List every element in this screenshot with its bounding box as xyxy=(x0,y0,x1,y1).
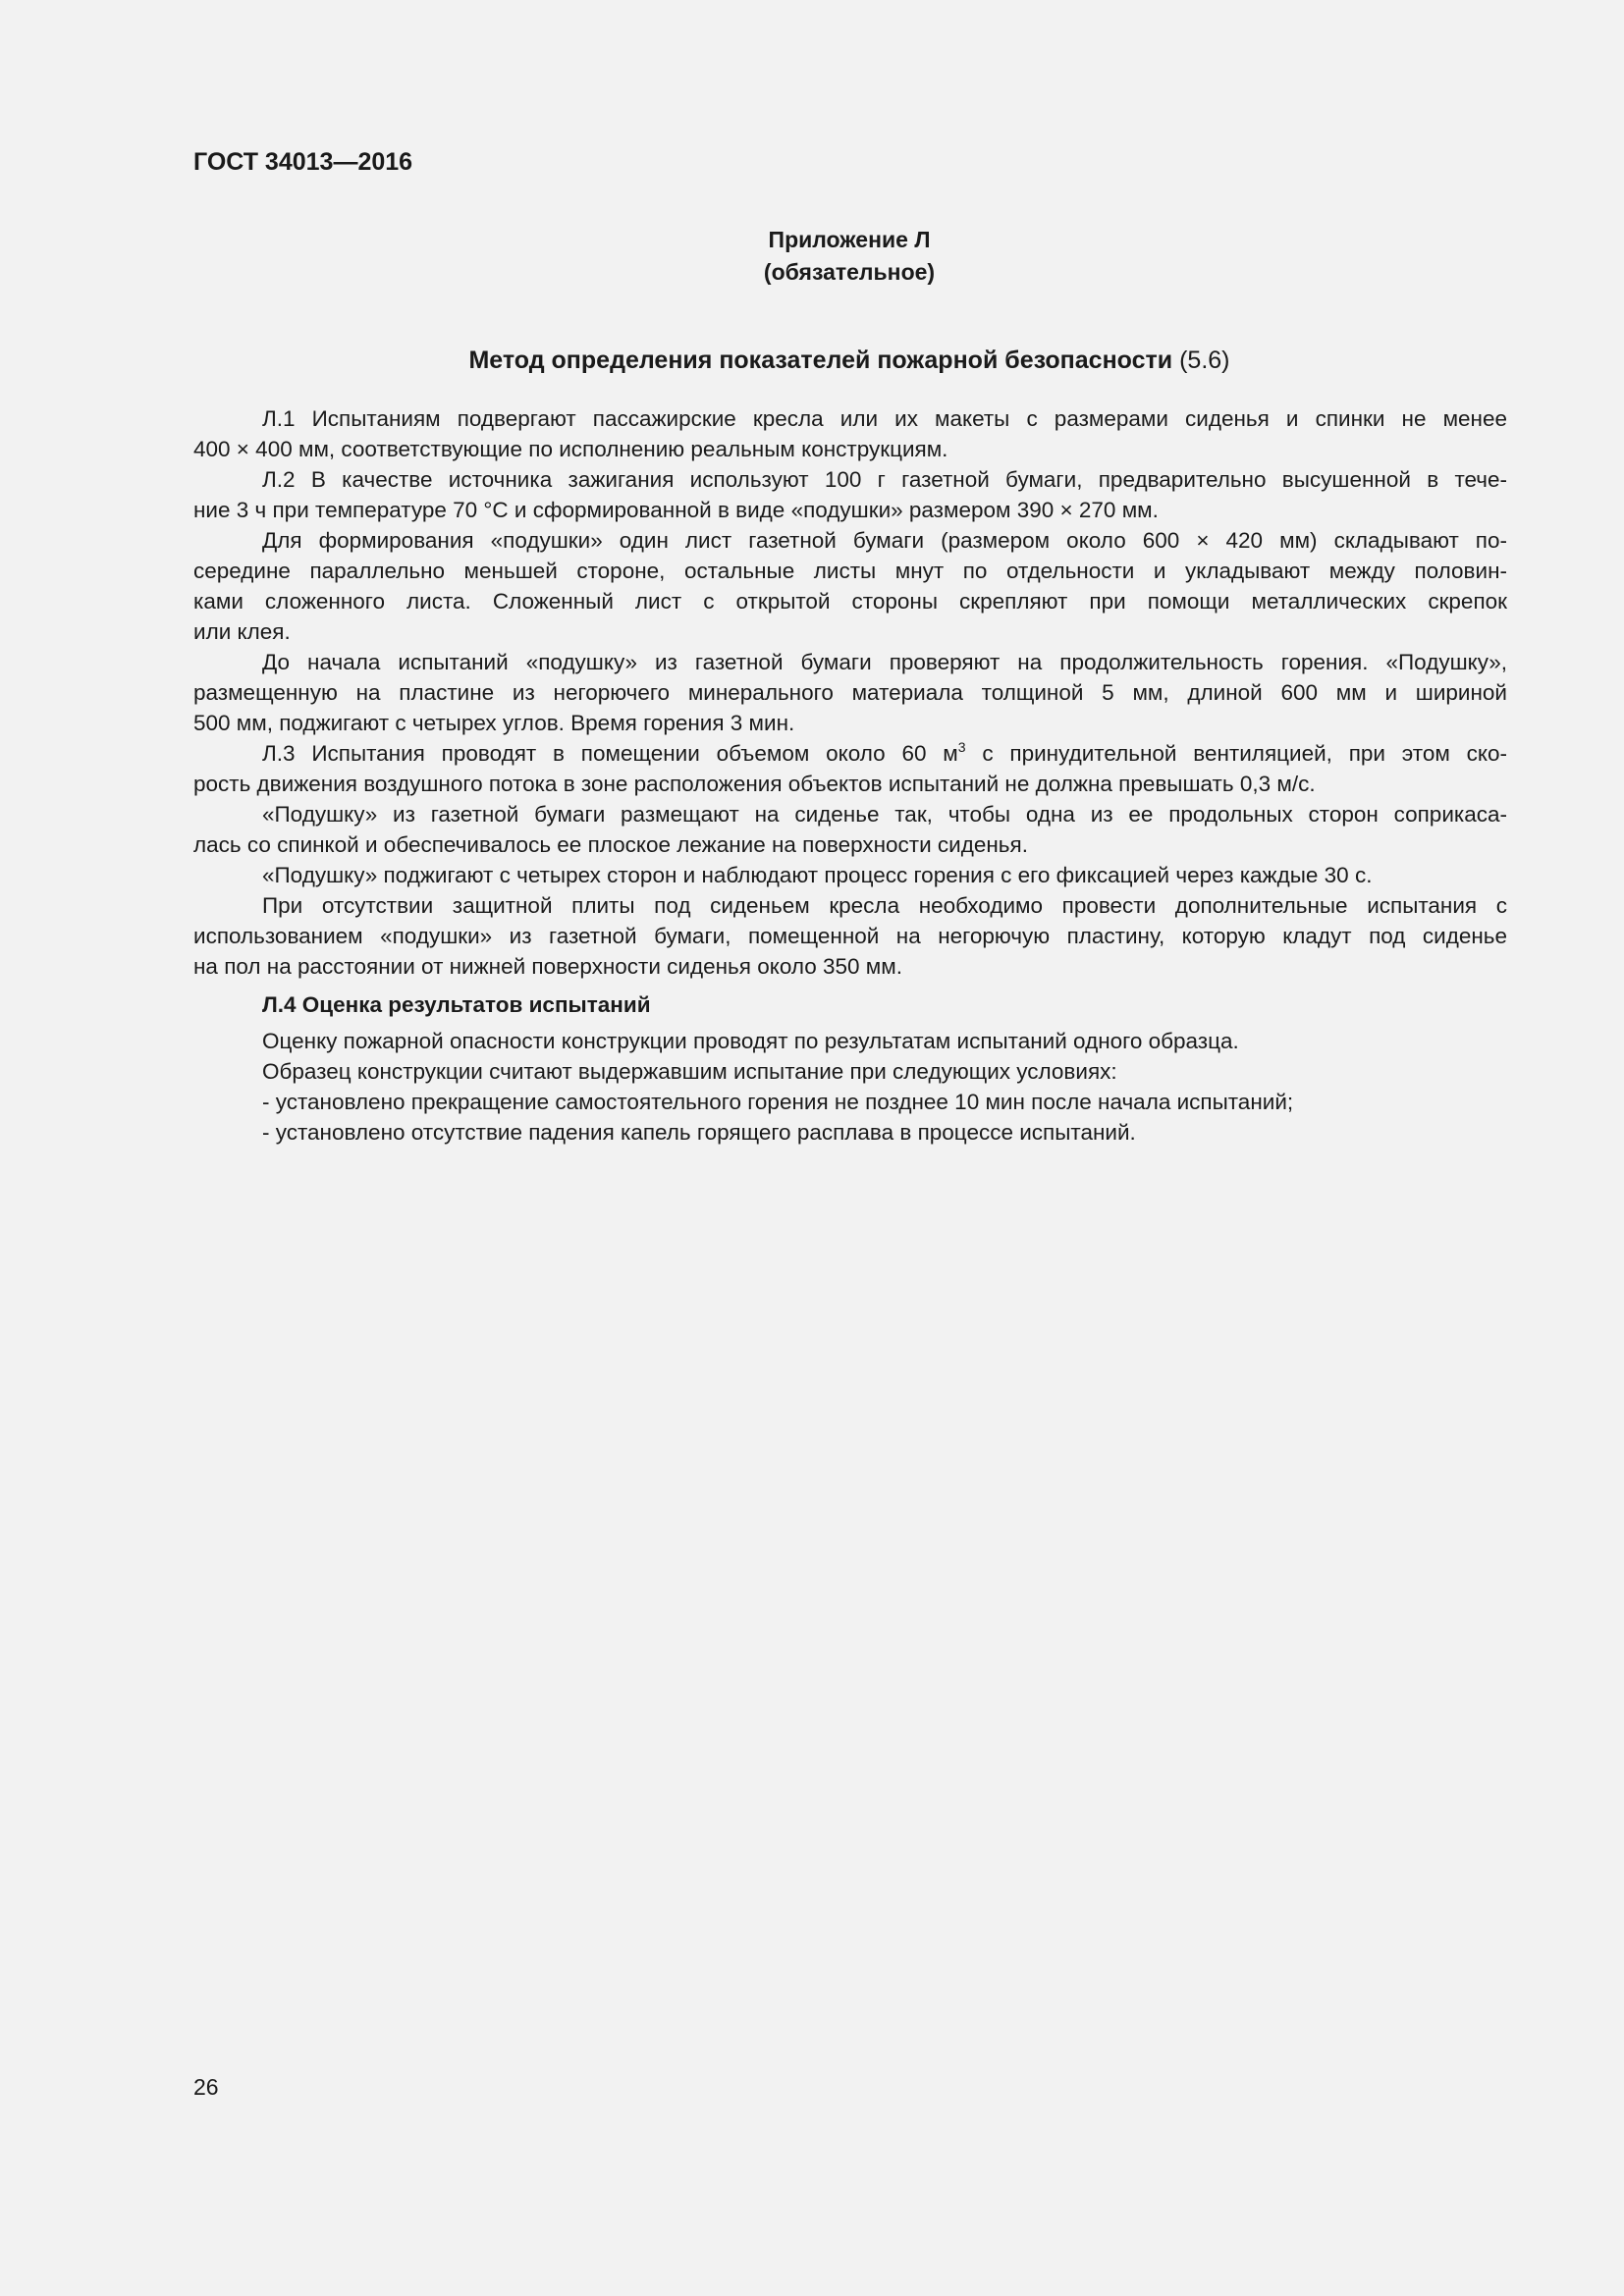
text-line xyxy=(193,860,1507,890)
text-line xyxy=(193,890,1507,921)
text-run: на пол на расстоянии от нижней поверхности сиденья около 350 мм. xyxy=(193,954,902,979)
paragraphs xyxy=(193,403,1507,982)
text-line xyxy=(193,799,1507,829)
text-line xyxy=(193,495,1507,525)
text-run: Л.3 Испытания проводят в помещении объемом около 60 м xyxy=(262,741,958,766)
text-run: ками сложенного листа. Сложенный лист с открытой стороны скрепляют при помощи металлических скрепок xyxy=(193,589,1507,614)
text-run: лась со спинкой и обеспечивалось ее плоское лежание на поверхности сиденья. xyxy=(193,832,1028,857)
paragraph xyxy=(193,890,1507,982)
method-title xyxy=(0,347,1624,375)
text-run: «Подушку» поджигают с четырех сторон и наблюдают процесс горения с его фиксацией через каждые 30 с. xyxy=(262,863,1373,887)
paragraph: Оценку пожарной опасности конструкции проводят по результатам испытаний одного образца. xyxy=(262,1029,1239,1053)
text-line xyxy=(193,829,1507,860)
text-line xyxy=(193,708,1507,738)
text-run: До начала испытаний «подушку» из газетной бумаги проверяют на продолжительность горения. «Подушку», xyxy=(262,650,1507,674)
paragraph: Образец конструкции считают выдержавшим испытание при следующих условиях: xyxy=(262,1059,1117,1084)
text-run: размещенную на пластине из негорючего минерального материала толщиной 5 мм, длиной 600 мм и шириной xyxy=(193,680,1507,705)
paragraph: - установлено отсутствие падения капель горящего расплава в процессе испытаний. xyxy=(262,1120,1136,1145)
text-line xyxy=(193,951,1507,982)
paragraph xyxy=(193,860,1507,890)
text-run: середине параллельно меньшей стороне, остальные листы мнут по отдельности и укладывают между половин- xyxy=(193,559,1507,583)
text-line xyxy=(193,586,1507,616)
appendix-title: Приложение Л xyxy=(768,227,931,252)
superscript: 3 xyxy=(957,739,966,755)
text-line xyxy=(193,738,1507,769)
appendix-heading xyxy=(0,224,1624,289)
text-run: рость движения воздушного потока в зоне расположения объектов испытаний не должна превышать 0,3 м/с. xyxy=(193,772,1316,796)
text-line xyxy=(193,616,1507,647)
text-run: При отсутствии защитной плиты под сиденьем кресла необходимо провести дополнительные испытания с xyxy=(262,893,1507,918)
paragraph xyxy=(193,525,1507,647)
text-line xyxy=(193,525,1507,556)
text-run: 500 мм, поджигают с четырех углов. Время горения 3 мин. xyxy=(193,711,795,735)
section-heading-l4: Л.4 Оценка результатов испытаний xyxy=(262,992,651,1017)
text-line xyxy=(193,464,1507,495)
text-line xyxy=(193,403,1507,434)
method-title-ref: (5.6) xyxy=(1172,347,1230,374)
text-line xyxy=(193,434,1507,464)
text-line xyxy=(193,647,1507,677)
paragraph xyxy=(193,738,1507,799)
text-line xyxy=(193,769,1507,799)
section-l4-paragraphs xyxy=(193,1026,1507,1148)
text-run: Л.2 В качестве источника зажигания используют 100 г газетной бумаги, предварительно высушенной в тече- xyxy=(262,467,1507,492)
text-run: или клея. xyxy=(193,619,291,644)
text-run: Для формирования «подушки» один лист газетной бумаги (размером около 600 × 420 мм) складывают по- xyxy=(262,528,1507,553)
paragraph xyxy=(193,647,1507,738)
text-run: с принудительной вентиляцией, при этом ско- xyxy=(965,741,1507,766)
paragraph xyxy=(193,799,1507,860)
paragraph: - установлено прекращение самостоятельного горения не позднее 10 мин после начала испытаний; xyxy=(262,1090,1294,1114)
paragraph xyxy=(193,464,1507,525)
text-run: «Подушку» из газетной бумаги размещают на сиденье так, чтобы одна из ее продольных сторон соприкаса- xyxy=(262,802,1507,827)
text-line xyxy=(193,556,1507,586)
text-line xyxy=(193,677,1507,708)
text-run: ние 3 ч при температуре 70 °С и сформированной в виде «подушки» размером 390 × 270 мм. xyxy=(193,498,1159,522)
text-run: Л.1 Испытаниям подвергают пассажирские кресла или их макеты с размерами сиденья и спинки не менее xyxy=(262,406,1507,431)
method-title-text: Метод определения показателей пожарной безопасности xyxy=(468,347,1173,374)
text-line xyxy=(193,921,1507,951)
text-run: использованием «подушки» из газетной бумаги, помещенной на негорючую пластину, которую кладут под сиденье xyxy=(193,924,1507,948)
paragraph xyxy=(193,403,1507,464)
document-id-header: ГОСТ 34013—2016 xyxy=(193,148,413,176)
appendix-status: (обязательное) xyxy=(763,259,936,285)
document-body xyxy=(193,403,1507,1148)
page-number: 26 xyxy=(193,2074,219,2100)
text-run: 400 × 400 мм, соответствующие по исполнению реальным конструкциям. xyxy=(193,437,948,461)
